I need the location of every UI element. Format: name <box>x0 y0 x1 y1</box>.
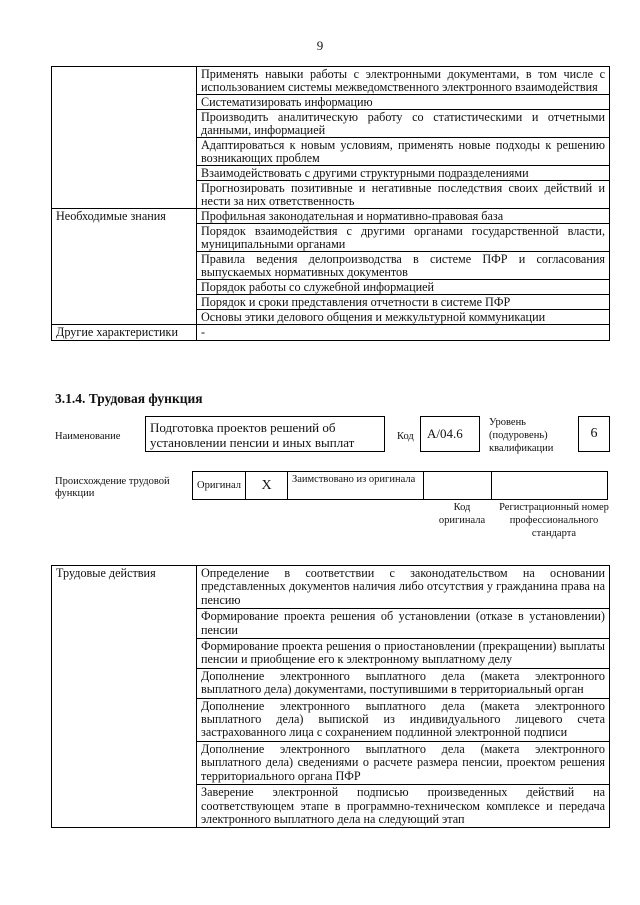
table-row <box>52 325 610 341</box>
labor-actions-table <box>51 565 610 828</box>
name-label: Наименование <box>55 431 121 442</box>
page-number: 9 <box>316 38 324 53</box>
row-item: Заверение электронной подписью произведенных действий на соответствующем этапе в программно-техническом комплексе и передача электронного выплатного дела на следующий этап <box>197 785 610 828</box>
row-label: Необходимые знания <box>52 209 197 325</box>
code-label: Код <box>397 431 414 442</box>
code-original-cell <box>424 471 492 500</box>
row-item: Порядок и сроки представления отчетности в системе ПФР <box>197 295 610 310</box>
level-value-box: 6 <box>578 416 610 452</box>
row-item: Формирование проекта решения о приостановлении (прекращении) выплаты пенсии и приобщение его к электронному выплатному делу <box>197 639 610 669</box>
row-label: Другие характеристики <box>52 325 197 341</box>
original-mark: Х <box>246 471 288 500</box>
row-label: Трудовые действия <box>52 566 197 828</box>
row-item: - <box>197 325 610 341</box>
origin-row <box>192 471 608 500</box>
table-row <box>52 67 610 95</box>
row-item: Адаптироваться к новым условиям, применять новые подходы к решению возникающих проблем <box>197 138 610 166</box>
skills-knowledge-table <box>51 66 610 341</box>
level-label: Уровень (подуровень) квалификации <box>489 417 554 454</box>
row-item: Правила ведения делопроизводства в системе ПФР и согласования выпускаемых нормативных документов <box>197 252 610 280</box>
row-item: Применять навыки работы с электронными документами, в том числе с использованием системы межведомственного электронного взаимодействия <box>197 67 610 95</box>
row-item: Взаимодействовать с другими структурными подразделениями <box>197 166 610 181</box>
table-row <box>52 566 610 609</box>
row-item: Порядок взаимодействия с другими органами государственной власти, муниципальными органами <box>197 224 610 252</box>
origin-label: Происхождение трудовой функции <box>55 476 170 499</box>
row-item: Профильная законодательная и нормативно-правовая база <box>197 209 610 224</box>
original-label: Оригинал <box>192 471 246 500</box>
borrowed-label: Заимствовано из оригинала <box>288 471 424 500</box>
reg-number-label: Регистрационный номер профессионального стандарта <box>499 502 609 539</box>
code-original-label: Код оригинала <box>438 502 486 526</box>
row-item: Определение в соответствии с законодательством на основании представленных документов наличия либо отсутствия у гражданина права на пенсию <box>197 566 610 609</box>
row-item: Основы этики делового общения и межкультурной коммуникации <box>197 310 610 325</box>
row-item: Дополнение электронного выплатного дела (макета электронного выплатного дела) документами, поступившими в территориальный орган <box>197 668 610 698</box>
section-title: 3.1.4. Трудовая функция <box>55 391 203 406</box>
row-item: Систематизировать информацию <box>197 95 610 110</box>
row-item: Дополнение электронного выплатного дела (макета электронного выплатного дела) выпиской из индивидуального лицевого счета застрахованного лица с сохранением подлинной электронной подписи <box>197 698 610 741</box>
table-row <box>52 209 610 224</box>
row-item: Дополнение электронного выплатного дела (макета электронного выплатного дела) сведениями о расчете размера пенсии, проектом решения территориального органа ПФР <box>197 741 610 784</box>
row-label <box>52 67 197 209</box>
row-item: Порядок работы со служебной информацией <box>197 280 610 295</box>
code-value-box: А/04.6 <box>420 416 480 452</box>
function-name-box: Подготовка проектов решений об установлении пенсии и иных выплат <box>145 416 385 452</box>
row-item: Формирование проекта решения об установлении (отказе в установлении) пенсии <box>197 609 610 639</box>
row-item: Прогнозировать позитивные и негативные последствия своих действий и нести за них ответственность <box>197 181 610 209</box>
reg-number-cell <box>492 471 608 500</box>
row-item: Производить аналитическую работу со статистическими и отчетными данными, информацией <box>197 110 610 138</box>
